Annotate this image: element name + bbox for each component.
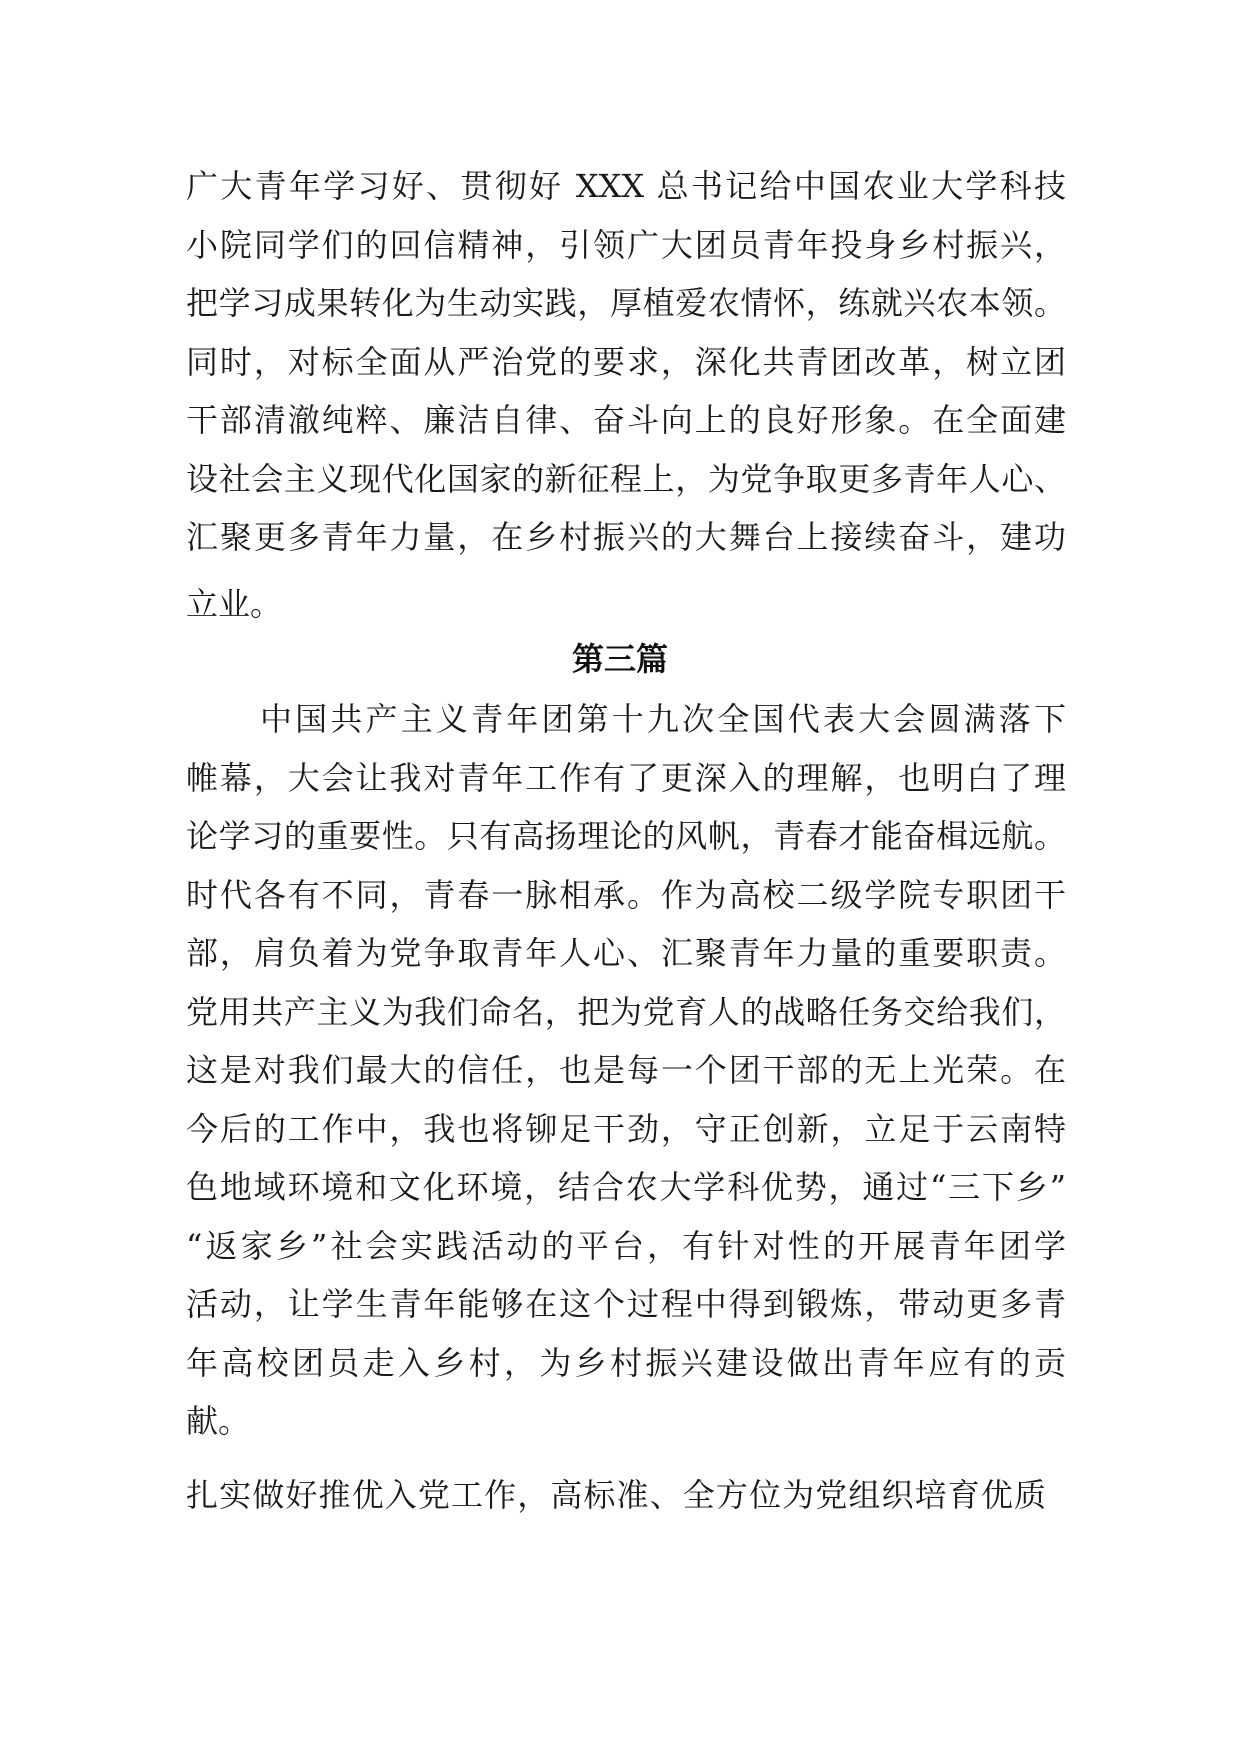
paragraph-line: 色地域环境和文化环境，结合农大学科优势，通过“三下乡” [186,1168,1066,1206]
paragraph-line: 年高校团员走入乡村，为乡村振兴建设做出青年应有的贡 [186,1344,1066,1382]
paragraph-line: 中国共产主义青年团第十九次全国代表大会圆满落下 [260,700,1066,738]
paragraph-line: 广大青年学习好、贯彻好 XXX 总书记给中国农业大学科技 [186,167,1066,205]
paragraph-line: 帷幕，大会让我对青年工作有了更深入的理解，也明白了理 [186,759,1066,797]
paragraph-line: “返家乡”社会实践活动的平台，有针对性的开展青年团学 [186,1227,1066,1265]
paragraph-line: 把学习成果转化为生动实践，厚植爱农情怀，练就兴农本领。 [186,284,1066,322]
paragraph-line: 部，肩负着为党争取青年人心、汇聚青年力量的重要职责。 [186,934,1066,972]
section-heading: 第三篇 [571,640,668,678]
paragraph-line: 同时，对标全面从严治党的要求，深化共青团改革，树立团 [186,343,1066,381]
paragraph-line: 这是对我们最大的信任，也是每一个团干部的无上光荣。在 [186,1051,1066,1089]
paragraph-line: 扎实做好推优入党工作，高标准、全方位为党组织培育优质 [186,1476,1046,1514]
paragraph-line: 活动，让学生青年能够在这个过程中得到锻炼，带动更多青 [186,1285,1066,1323]
paragraph-line: 今后的工作中，我也将铆足干劲，守正创新，立足于云南特 [186,1110,1066,1148]
paragraph-line: 汇聚更多青年力量，在乡村振兴的大舞台上接续奋斗，建功 [186,518,1066,556]
paragraph-line: 小院同学们的回信精神，引领广大团员青年投身乡村振兴， [186,226,1066,264]
paragraph-line: 立业。 [186,585,283,623]
paragraph-line: 党用共产主义为我们命名，把为党育人的战略任务交给我们， [186,993,1066,1031]
paragraph-line: 论学习的重要性。只有高扬理论的风帆，青春才能奋楫远航。 [186,817,1066,855]
paragraph-line: 献。 [186,1402,251,1440]
paragraph-line: 设社会主义现代化国家的新征程上，为党争取更多青年人心、 [186,460,1066,498]
paragraph-line: 时代各有不同，青春一脉相承。作为高校二级学院专职团干 [186,876,1066,914]
paragraph-line: 干部清澈纯粹、廉洁自律、奋斗向上的良好形象。在全面建 [186,401,1066,439]
